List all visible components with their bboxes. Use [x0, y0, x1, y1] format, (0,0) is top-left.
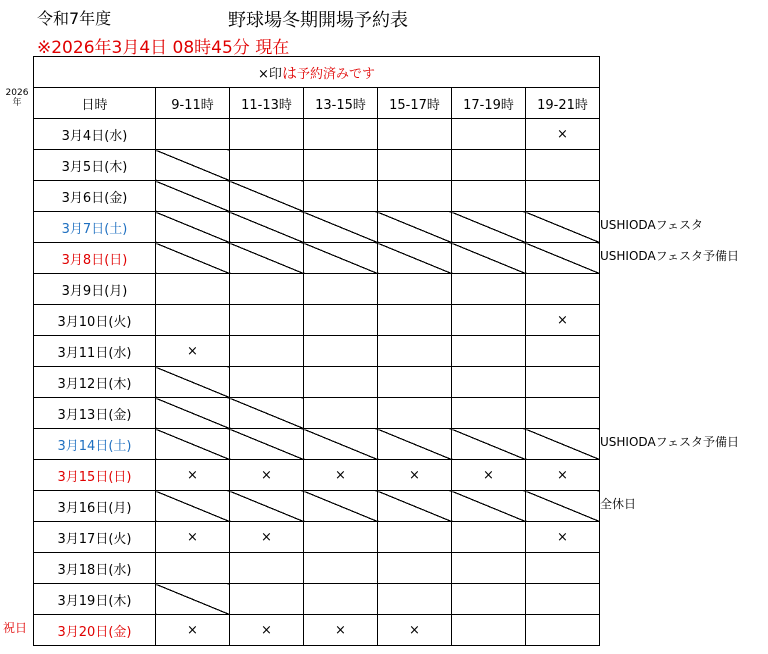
open-slot [230, 150, 304, 181]
table-row [34, 243, 600, 274]
table-row [34, 491, 600, 522]
reserved-slot: × [526, 305, 600, 336]
open-slot [452, 150, 526, 181]
closed-slot [230, 212, 304, 243]
open-slot [526, 150, 600, 181]
table-row [34, 584, 600, 615]
date-cell: 3月14日(土) [34, 429, 156, 460]
date-cell: 3月6日(金) [34, 181, 156, 212]
open-slot [378, 181, 452, 212]
open-slot [378, 398, 452, 429]
row-note: USHIODAフェスタ予備日 [600, 435, 740, 449]
closed-slot [452, 243, 526, 274]
open-slot [526, 274, 600, 305]
closed-slot [378, 212, 452, 243]
open-slot [378, 274, 452, 305]
closed-slot [452, 491, 526, 522]
table-row [34, 336, 600, 367]
open-slot [526, 584, 600, 615]
date-cell: 3月12日(木) [34, 367, 156, 398]
date-cell: 3月9日(月) [34, 274, 156, 305]
reserved-slot: × [156, 336, 230, 367]
date-cell: 3月18日(水) [34, 553, 156, 584]
reservation-table [33, 56, 600, 646]
open-slot [156, 119, 230, 150]
year-number: 2026 [5, 88, 29, 98]
date-cell: 3月20日(金) [34, 615, 156, 646]
open-slot [452, 336, 526, 367]
open-slot [378, 119, 452, 150]
open-slot [452, 584, 526, 615]
table-row [34, 615, 600, 646]
reserved-slot: × [304, 615, 378, 646]
closed-slot [156, 367, 230, 398]
closed-slot [230, 491, 304, 522]
closed-slot [156, 398, 230, 429]
open-slot [378, 522, 452, 553]
open-slot [304, 305, 378, 336]
open-slot [304, 584, 378, 615]
open-slot [526, 336, 600, 367]
open-slot [304, 522, 378, 553]
closed-slot [526, 212, 600, 243]
slot-header: 13-15時 [304, 88, 378, 119]
reserved-slot: × [230, 460, 304, 491]
closed-slot [156, 150, 230, 181]
banner-ha-text: は [281, 63, 297, 82]
reserved-slot: × [452, 460, 526, 491]
open-slot [378, 553, 452, 584]
banner-mark-text: 印 [268, 66, 282, 82]
open-slot [452, 305, 526, 336]
open-slot [304, 119, 378, 150]
reserved-slot: × [378, 460, 452, 491]
closed-slot [526, 491, 600, 522]
date-cell: 3月16日(月) [34, 491, 156, 522]
table-row [34, 305, 600, 336]
open-slot [230, 584, 304, 615]
page-title: 野球場冬期開場予約表 [228, 10, 408, 31]
date-cell: 3月5日(木) [34, 150, 156, 181]
year-label [2, 88, 32, 108]
closed-slot [378, 429, 452, 460]
table-row [34, 522, 600, 553]
closed-slot [304, 429, 378, 460]
table-row [34, 429, 600, 460]
closed-slot [156, 584, 230, 615]
closed-slot [230, 243, 304, 274]
table-row [34, 181, 600, 212]
holiday-label: 祝日 [3, 621, 28, 635]
closed-slot [304, 491, 378, 522]
open-slot [304, 367, 378, 398]
date-cell: 3月11日(水) [34, 336, 156, 367]
date-cell: 3月7日(土) [34, 212, 156, 243]
open-slot [230, 553, 304, 584]
reserved-slot: × [526, 119, 600, 150]
open-slot [452, 615, 526, 646]
legend-banner [34, 57, 600, 88]
open-slot [304, 150, 378, 181]
open-slot [304, 398, 378, 429]
date-cell: 3月4日(水) [34, 119, 156, 150]
closed-slot [156, 243, 230, 274]
table-row [34, 274, 600, 305]
table-row [34, 367, 600, 398]
open-slot [526, 181, 600, 212]
open-slot [526, 553, 600, 584]
open-slot [526, 367, 600, 398]
open-slot [526, 398, 600, 429]
closed-slot [304, 243, 378, 274]
row-note: USHIODAフェスタ [600, 218, 704, 232]
year-suffix: 年 [12, 98, 22, 108]
closed-slot [526, 243, 600, 274]
table-body [34, 119, 600, 646]
reserved-slot: × [156, 615, 230, 646]
slot-header: 15-17時 [378, 88, 452, 119]
open-slot [526, 615, 600, 646]
closed-slot [230, 429, 304, 460]
closed-slot [452, 429, 526, 460]
reserved-slot: × [526, 522, 600, 553]
reserved-slot: × [378, 615, 452, 646]
reserved-slot: × [156, 522, 230, 553]
open-slot [156, 274, 230, 305]
slot-header: 9-11時 [156, 88, 230, 119]
open-slot [230, 119, 304, 150]
open-slot [452, 522, 526, 553]
date-cell: 3月10日(火) [34, 305, 156, 336]
closed-slot [156, 181, 230, 212]
status-timestamp: ※2026年3月4日 08時45分 現在 [37, 38, 290, 58]
banner-reserved-text: 予約済みです [296, 66, 375, 82]
slot-header: 11-13時 [230, 88, 304, 119]
date-cell: 3月13日(金) [34, 398, 156, 429]
open-slot [304, 274, 378, 305]
open-slot [452, 367, 526, 398]
slot-header: 17-19時 [452, 88, 526, 119]
reserved-slot: × [526, 460, 600, 491]
cross-icon: × [258, 66, 269, 82]
open-slot [452, 398, 526, 429]
slot-header: 19-21時 [526, 88, 600, 119]
reserved-slot: × [156, 460, 230, 491]
date-cell: 3月19日(木) [34, 584, 156, 615]
date-cell: 3月15日(日) [34, 460, 156, 491]
reserved-slot: × [304, 460, 378, 491]
row-note: 全休日 [600, 497, 637, 511]
open-slot [230, 367, 304, 398]
open-slot [378, 336, 452, 367]
date-cell: 3月17日(火) [34, 522, 156, 553]
table-row [34, 553, 600, 584]
row-note: USHIODAフェスタ予備日 [600, 249, 740, 263]
open-slot [452, 274, 526, 305]
date-cell: 3月8日(日) [34, 243, 156, 274]
open-slot [156, 553, 230, 584]
open-slot [156, 305, 230, 336]
closed-slot [156, 429, 230, 460]
closed-slot [526, 429, 600, 460]
open-slot [304, 553, 378, 584]
closed-slot [156, 212, 230, 243]
open-slot [230, 305, 304, 336]
closed-slot [156, 491, 230, 522]
closed-slot [378, 243, 452, 274]
open-slot [378, 305, 452, 336]
date-column-header: 日時 [34, 88, 156, 119]
table-row [34, 212, 600, 243]
table-row [34, 398, 600, 429]
fiscal-year: 令和7年度 [37, 9, 112, 28]
table-row [34, 119, 600, 150]
open-slot [378, 584, 452, 615]
open-slot [378, 150, 452, 181]
closed-slot [452, 212, 526, 243]
table-row [34, 150, 600, 181]
open-slot [452, 553, 526, 584]
open-slot [452, 181, 526, 212]
open-slot [230, 336, 304, 367]
open-slot [304, 181, 378, 212]
reserved-slot: × [230, 615, 304, 646]
open-slot [230, 274, 304, 305]
open-slot [452, 119, 526, 150]
closed-slot [230, 181, 304, 212]
open-slot [304, 336, 378, 367]
table-row [34, 460, 600, 491]
closed-slot [378, 491, 452, 522]
closed-slot [304, 212, 378, 243]
open-slot [378, 367, 452, 398]
reserved-slot: × [230, 522, 304, 553]
closed-slot [230, 398, 304, 429]
